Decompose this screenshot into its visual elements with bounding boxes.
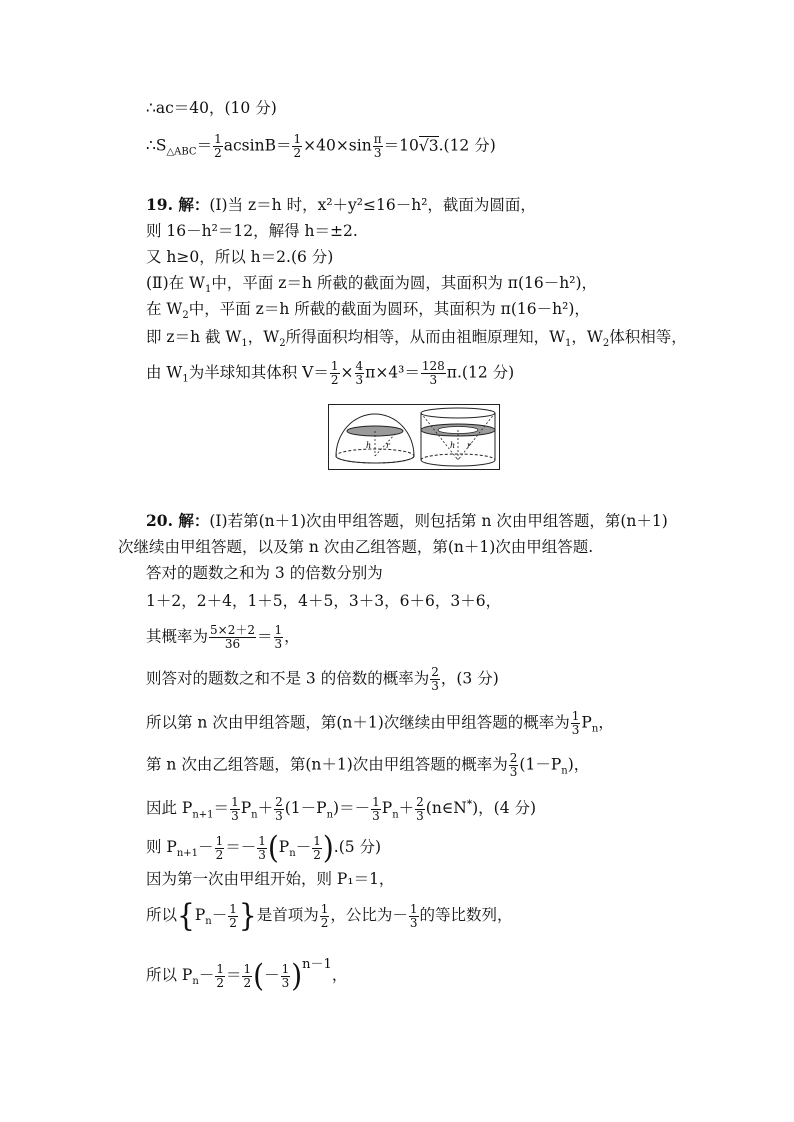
svg-text:h: h (450, 441, 456, 450)
q19-line-2: 则 16－h²＝12，解得 h＝±2. (146, 222, 358, 240)
svg-text:r: r (467, 441, 471, 450)
q20-line-4: 1＋2，2＋4，1＋5，4＋5，3＋3，6＋6，3＋6， (146, 592, 502, 610)
sqrt: √3 (418, 136, 439, 155)
q20-line-10: 则 $P_{n+1}-$ $\frac{1}{2}$ ＝－ $\frac{1}{3}$ ($P_n-$ $\frac{1}{2}$ ).(5 分) (146, 829, 382, 866)
q19-line-6: 即 z＝h 截 $W_1$，$W_2$所得面积均相等，从而由祖暅原理知，$W_1$，$W_2$体积相等， (146, 328, 687, 350)
q20-line-6: 则答对的题数之和不是 3 的倍数的概率为 $\frac{2}{3}$ ，(3 分) (146, 665, 499, 693)
q19-line-1: 19. 解：(Ⅰ)当 z＝h 时，x²＋y²≤16－h²，截面为圆面， (146, 195, 536, 214)
q20-line-12: 所以{$P_n-$ $\frac{1}{2}$ }是首项为 $\frac{1}{2}$ ，公比为－ $\frac{1}{3}$ 的等比数列， (146, 897, 513, 934)
fraction: $\frac{1}{2}$ (214, 132, 222, 160)
q19-line-5: 在 $W_2$中，平面 z＝h 所截的截面为圆环，其面积为 π(16－h²)， (146, 300, 590, 322)
q20-line-9: 因此 $P_{n+1}=$ $\frac{1}{3}$ $P_n+$ $\frac{2}{3}$ $(1-P_n)=-$ $\frac{1}{3}$ $P_n+$ $\frac{2}{3}$ (n∈N*)，(4 分) (146, 794, 537, 823)
q20-line-11: 因为第一次由甲组开始，则 P₁＝1， (146, 870, 395, 888)
q19-line-4: (Ⅱ)在 $W_1$中，平面 z＝h 所截的截面为圆，其面积为 π(16－h²)， (146, 274, 598, 296)
q20-line-5: 其概率为 $\frac{5\times 2+2}{36}$ ＝ $\frac{1}{3}$ ， (146, 623, 300, 651)
fraction: $\frac{1}{2}$ (293, 132, 302, 160)
svg-text:h: h (366, 441, 372, 450)
q19-line-7: 由 $W_1$为半球知其体积 V＝ $\frac{1}{2}$ × $\frac{4}{3}$ π×4³＝ $\frac{128}{3}$ π.(12 分) (146, 359, 515, 387)
q20-line-3: 答对的题数之和为 3 的倍数分别为 (146, 564, 383, 582)
q20-line-8: 第 n 次由乙组答题，第(n＋1)次由甲组答题的概率为 $\frac{2}{3}$ $(1-P_n)$， (146, 751, 590, 779)
q20-line-1: 20. 解：(Ⅰ)若第(n＋1)次由甲组答题，则包括第 n 次由甲组答题，第(n＋1) (146, 511, 668, 530)
text-line: ∴ac＝40，(10 分) (146, 99, 277, 117)
formula-line: $\therefore S_{\triangle ABC}=$ $\frac{1}{2}$ acsinB＝ $\frac{1}{2}$ ×40×sin $\frac{\pi}{3}$ ＝10√3.(12 分) (146, 132, 496, 160)
q20-line-2: 次继续由甲组答题，以及第 n 次由乙组答题，第(n＋1)次由甲组答题. (118, 538, 594, 556)
q19-line-3: 又 h≥0，所以 h＝2.(6 分) (146, 248, 334, 266)
hemisphere-cylinder-figure (328, 404, 500, 470)
fraction: $\frac{\pi}{3}$ (373, 132, 382, 160)
svg-text:r: r (386, 441, 390, 450)
q20-line-13: 所以 $P_n-$ $\frac{1}{2}$ ＝ $\frac{1}{2}$ (－ $\frac{1}{3}$ )$^{n-1}$， (146, 957, 348, 994)
q20-line-7: 所以第 n 次由甲组答题，第(n＋1)次继续由甲组答题的概率为 $\frac{1}{3}$ $P_n$， (146, 709, 614, 737)
